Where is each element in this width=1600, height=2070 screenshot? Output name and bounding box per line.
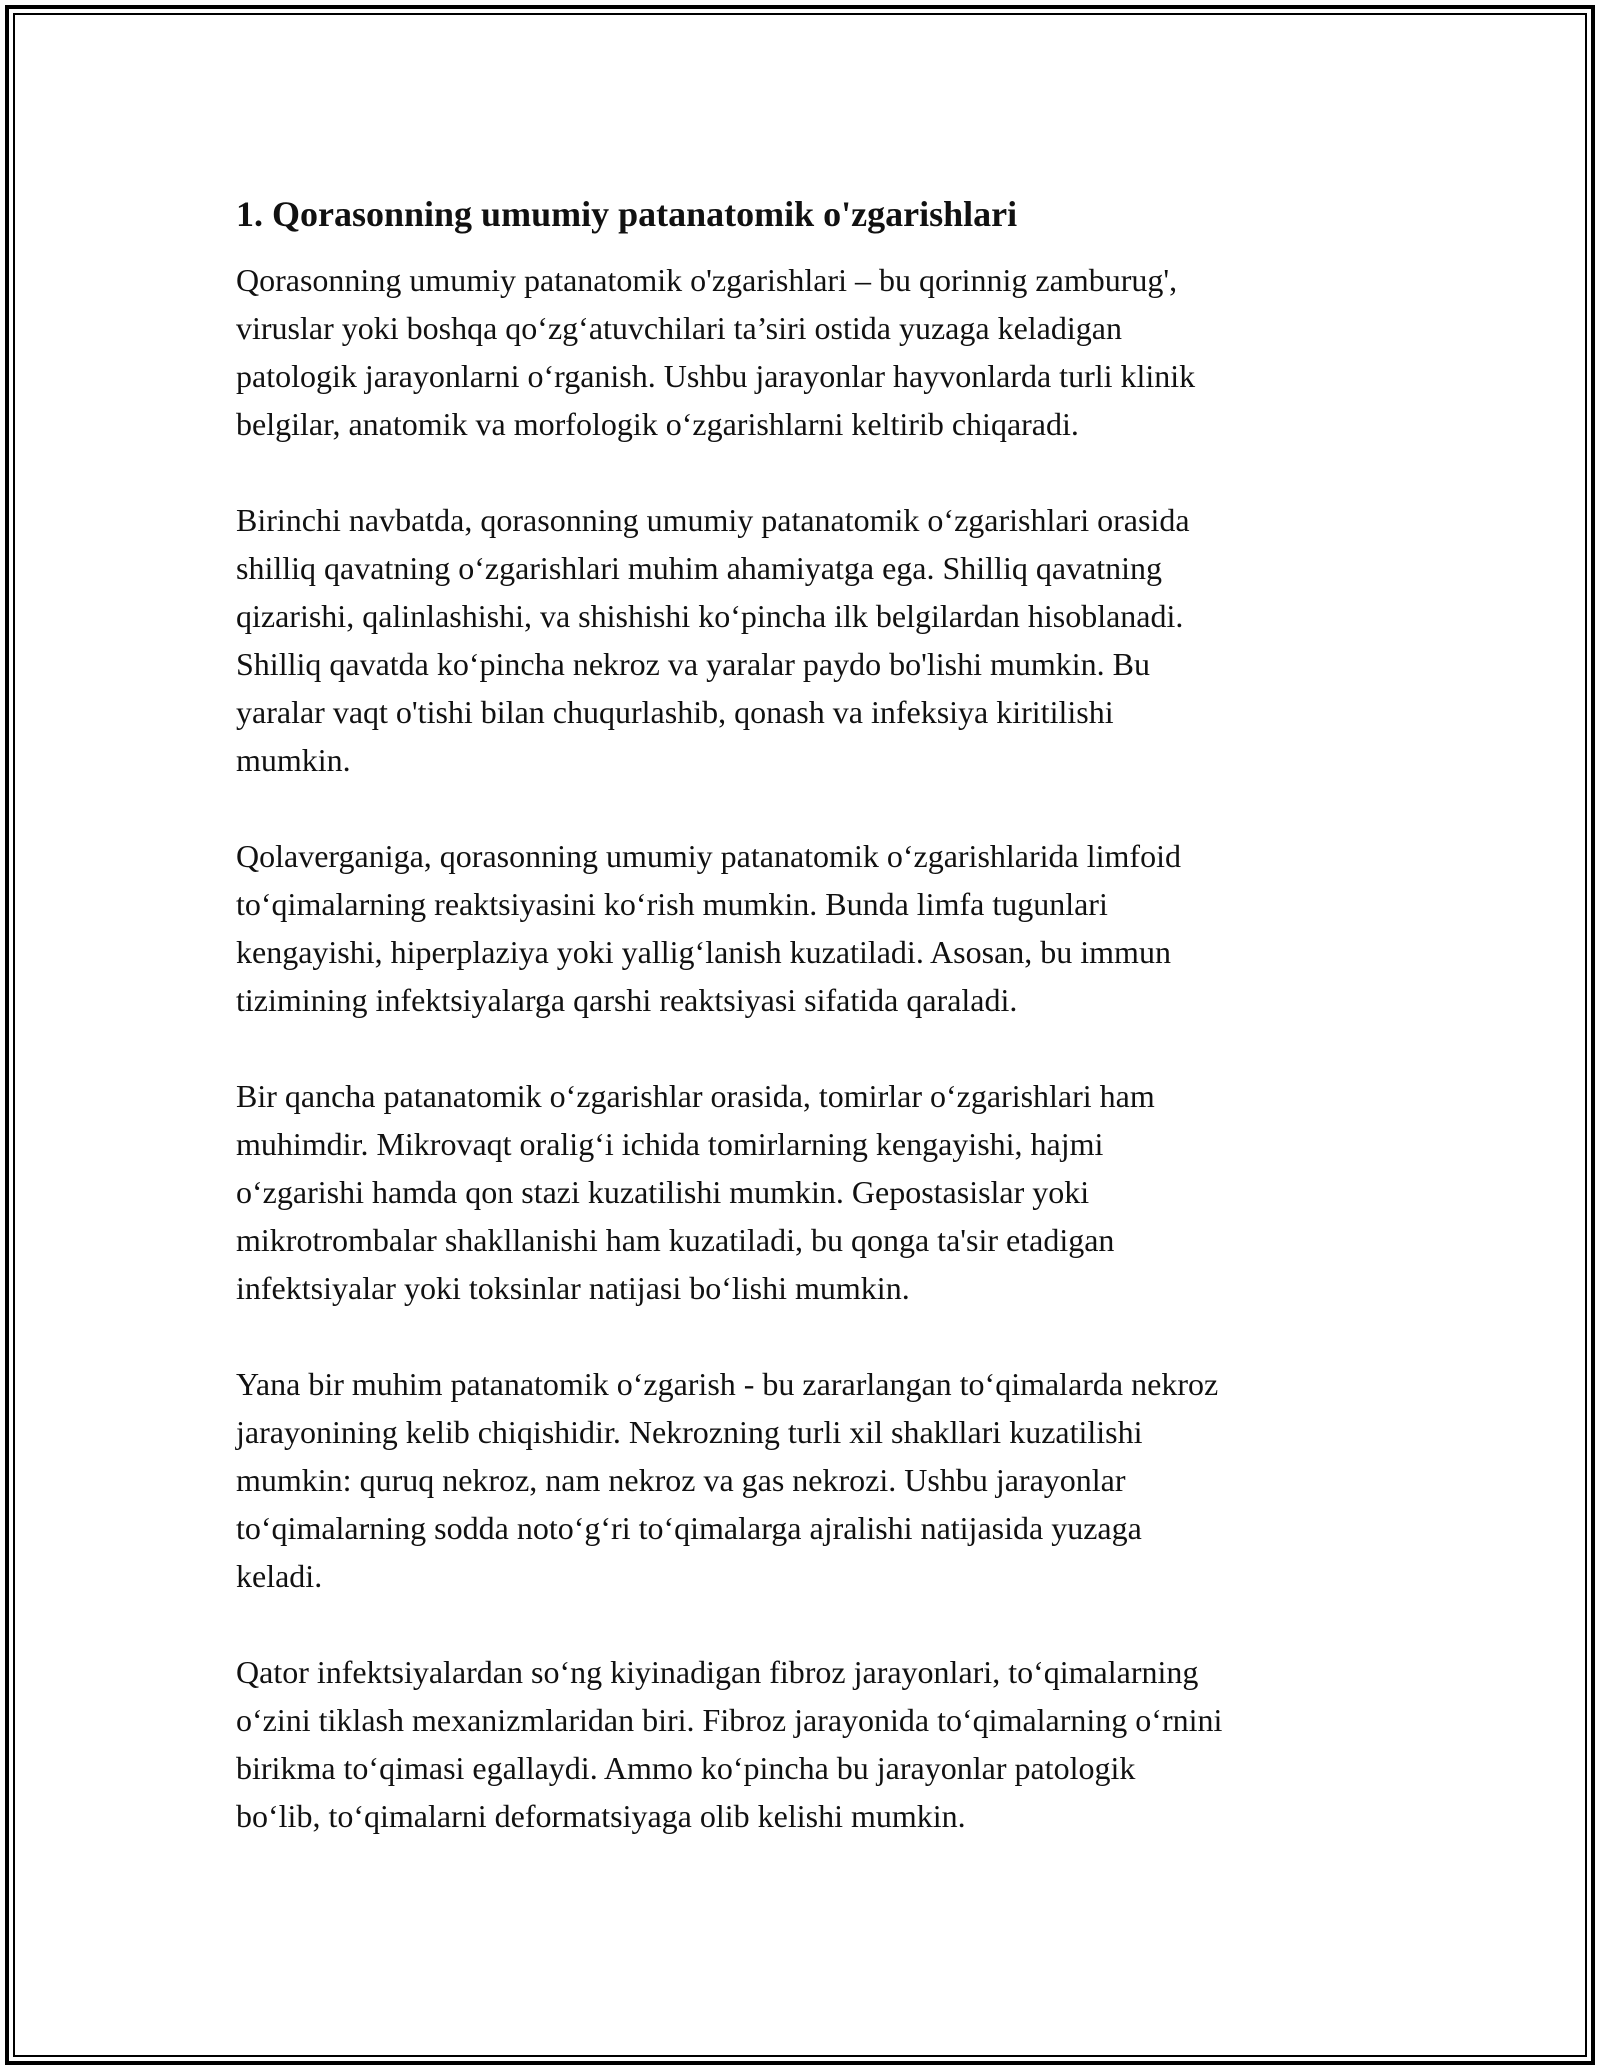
paragraph-line: to‘qimalarning reaktsiyasini ko‘rish mumkin. Bunda limfa tugunlari	[236, 886, 1108, 922]
paragraph-line: viruslar yoki boshqa qo‘zg‘atuvchilari ta’siri ostida yuzaga keladigan	[236, 310, 1122, 346]
paragraph-line: bo‘lib, to‘qimalarni deformatsiyaga olib kelishi mumkin.	[236, 1798, 966, 1834]
paragraph-line: patologik jarayonlarni o‘rganish. Ushbu jarayonlar hayvonlarda turli klinik	[236, 358, 1196, 394]
paragraph-line: infektsiyalar yoki toksinlar natijasi bo‘lishi mumkin.	[236, 1270, 910, 1306]
paragraph-line: Shilliq qavatda ko‘pincha nekroz va yaralar paydo bo'lishi mumkin. Bu	[236, 646, 1150, 682]
paragraph-line: mumkin: quruq nekroz, nam nekroz va gas nekrozi. Ushbu jarayonlar	[236, 1462, 1126, 1498]
paragraph-necrosis	[236, 1360, 1376, 1600]
paragraph-line: Yana bir muhim patanatomik o‘zgarish - bu zararlangan to‘qimalarda nekroz	[236, 1366, 1219, 1402]
paragraph-line: qizarishi, qalinlashishi, va shishishi ko‘pincha ilk belgilardan hisoblanadi.	[236, 598, 1184, 634]
paragraph-line: mumkin.	[236, 742, 351, 778]
paragraph-list	[236, 256, 1376, 1840]
paragraph-line: o‘zini tiklash mexanizmlaridan biri. Fibroz jarayonida to‘qimalarning o‘rnini	[236, 1702, 1223, 1738]
paragraph-mucosa	[236, 496, 1376, 784]
paragraph-line: Qolaverganiga, qorasonning umumiy patanatomik o‘zgarishlarida limfoid	[236, 838, 1181, 874]
paragraph-line: to‘qimalarning sodda noto‘g‘ri to‘qimalarga ajralishi natijasida yuzaga	[236, 1510, 1142, 1546]
paragraph-fibrosis	[236, 1648, 1376, 1840]
paragraph-line: kengayishi, hiperplaziya yoki yallig‘lanish kuzatiladi. Asosan, bu immun	[236, 934, 1171, 970]
document-body	[236, 186, 1376, 1840]
paragraph-line: shilliq qavatning o‘zgarishlari muhim ahamiyatga ega. Shilliq qavatning	[236, 550, 1163, 586]
paragraph-line: Bir qancha patanatomik o‘zgarishlar orasida, tomirlar o‘zgarishlari ham	[236, 1078, 1155, 1114]
paragraph-line: birikma to‘qimasi egallaydi. Ammo ko‘pincha bu jarayonlar patologik	[236, 1750, 1136, 1786]
paragraph-line: Qorasonning umumiy patanatomik o'zgarishlari – bu qorinnig zamburug',	[236, 262, 1178, 298]
paragraph-line: jarayonining kelib chiqishidir. Nekrozning turli xil shakllari kuzatilishi	[236, 1414, 1143, 1450]
paragraph-line: tizimining infektsiyalarga qarshi reaktsiyasi sifatida qaraladi.	[236, 982, 1018, 1018]
paragraph-line: keladi.	[236, 1558, 323, 1594]
paragraph-overview	[236, 256, 1376, 448]
paragraph-line: o‘zgarishi hamda qon stazi kuzatilishi mumkin. Gepostasislar yoki	[236, 1174, 1090, 1210]
section-title: 1. Qorasonning umumiy patanatomik o'zgarishlari	[236, 194, 1018, 234]
paragraph-line: mikrotrombalar shakllanishi ham kuzatiladi, bu qonga ta'sir etadigan	[236, 1222, 1115, 1258]
paragraph-line: muhimdir. Mikrovaqt oralig‘i ichida tomirlarning kengayishi, hajmi	[236, 1126, 1104, 1162]
paragraph-line: belgilar, anatomik va morfologik o‘zgarishlarni keltirib chiqaradi.	[236, 406, 1079, 442]
paragraph-line: Qator infektsiyalardan so‘ng kiyinadigan fibroz jarayonlari, to‘qimalarning	[236, 1654, 1199, 1690]
paragraph-lymphoid	[236, 832, 1376, 1024]
paragraph-vessels	[236, 1072, 1376, 1312]
paragraph-line: Birinchi navbatda, qorasonning umumiy patanatomik o‘zgarishlari orasida	[236, 502, 1190, 538]
paragraph-line: yaralar vaqt o'tishi bilan chuqurlashib, qonash va infeksiya kiritilishi	[236, 694, 1114, 730]
